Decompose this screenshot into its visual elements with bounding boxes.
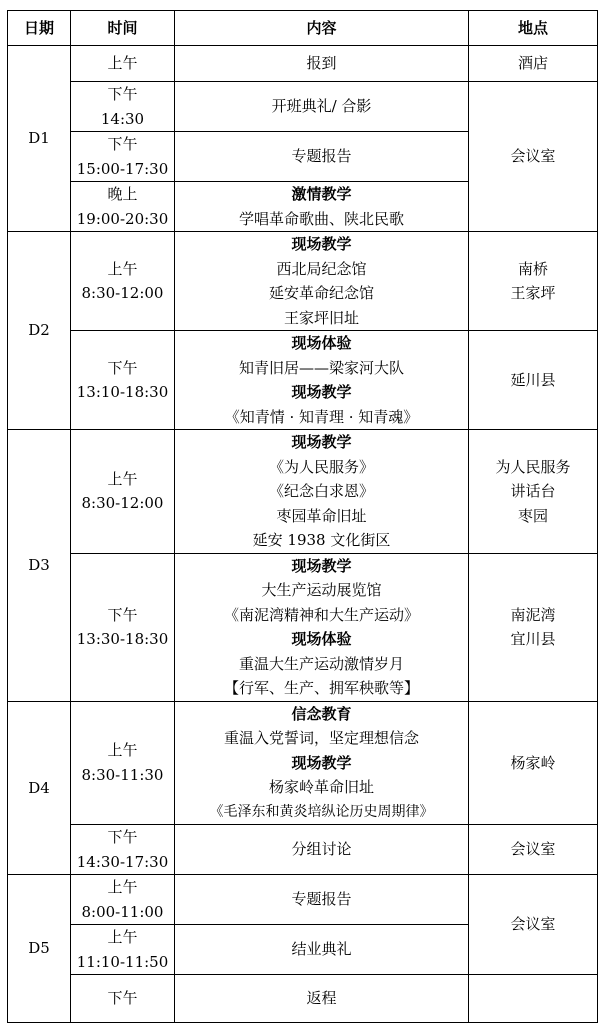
table-row bbox=[8, 430, 598, 554]
place-cell: 南桥 王家坪 bbox=[469, 232, 598, 331]
table-row bbox=[8, 553, 598, 701]
time-cell: 上午 8:00-11:00 bbox=[71, 875, 175, 925]
table-row bbox=[8, 701, 598, 825]
time-cell: 上午 8:30-12:00 bbox=[71, 232, 175, 331]
time-cell: 下午 14:30-17:30 bbox=[71, 825, 175, 875]
header-row bbox=[8, 11, 598, 46]
time-cell: 下午 13:30-18:30 bbox=[71, 553, 175, 701]
time-cell: 下午 13:10-18:30 bbox=[71, 331, 175, 430]
content-cell: 现场教学 《为人民服务》 《纪念白求恩》 枣园革命旧址 延安 1938 文化街区 bbox=[175, 430, 469, 554]
header-place: 地点 bbox=[469, 11, 598, 46]
table-row bbox=[8, 46, 598, 82]
table-row bbox=[8, 875, 598, 925]
content-cell: 信念教育 重温入党誓词，坚定理想信念 现场教学 杨家岭革命旧址 《毛泽东和黄炎培纵论历史周期律》 bbox=[175, 701, 469, 825]
place-cell: 延川县 bbox=[469, 331, 598, 430]
place-cell: 会议室 bbox=[469, 875, 598, 975]
content-cell: 开班典礼/ 合影 bbox=[175, 82, 469, 132]
place-cell: 会议室 bbox=[469, 82, 598, 232]
time-cell: 下午 15:00-17:30 bbox=[71, 132, 175, 182]
content-cell: 现场体验 知青旧居——梁家河大队 现场教学 《知青情 · 知青理 · 知青魂》 bbox=[175, 331, 469, 430]
place-cell bbox=[469, 975, 598, 1023]
content-cell: 分组讨论 bbox=[175, 825, 469, 875]
place-cell: 酒店 bbox=[469, 46, 598, 82]
place-cell: 南泥湾 宜川县 bbox=[469, 553, 598, 701]
table-row bbox=[8, 82, 598, 132]
time-cell: 下午 14:30 bbox=[71, 82, 175, 132]
table-row bbox=[8, 331, 598, 430]
time-cell: 晚上 19:00-20:30 bbox=[71, 182, 175, 232]
time-cell: 上午 bbox=[71, 46, 175, 82]
content-cell: 专题报告 bbox=[175, 875, 469, 925]
content-cell: 报到 bbox=[175, 46, 469, 82]
day-label: D4 bbox=[8, 701, 71, 875]
schedule-table bbox=[7, 10, 598, 1023]
header-time: 时间 bbox=[71, 11, 175, 46]
table-row bbox=[8, 232, 598, 331]
header-date: 日期 bbox=[8, 11, 71, 46]
place-cell: 为人民服务 讲话台 枣园 bbox=[469, 430, 598, 554]
time-cell: 上午 8:30-12:00 bbox=[71, 430, 175, 554]
table-row bbox=[8, 975, 598, 1023]
table-row bbox=[8, 825, 598, 875]
header-content: 内容 bbox=[175, 11, 469, 46]
place-cell: 会议室 bbox=[469, 825, 598, 875]
content-cell: 结业典礼 bbox=[175, 925, 469, 975]
day-label: D3 bbox=[8, 430, 71, 702]
day-label: D1 bbox=[8, 46, 71, 232]
content-cell: 专题报告 bbox=[175, 132, 469, 182]
time-cell: 上午 11:10-11:50 bbox=[71, 925, 175, 975]
content-cell: 现场教学 西北局纪念馆 延安革命纪念馆 王家坪旧址 bbox=[175, 232, 469, 331]
time-cell: 下午 bbox=[71, 975, 175, 1023]
place-cell: 杨家岭 bbox=[469, 701, 598, 825]
day-label: D5 bbox=[8, 875, 71, 1023]
time-cell: 上午 8:30-11:30 bbox=[71, 701, 175, 825]
content-cell: 激情教学 学唱革命歌曲、陕北民歌 bbox=[175, 182, 469, 232]
content-cell: 返程 bbox=[175, 975, 469, 1023]
content-cell: 现场教学 大生产运动展览馆 《南泥湾精神和大生产运动》 现场体验 重温大生产运动激情岁月 【行军、生产、拥军秧歌等】 bbox=[175, 553, 469, 701]
day-label: D2 bbox=[8, 232, 71, 430]
